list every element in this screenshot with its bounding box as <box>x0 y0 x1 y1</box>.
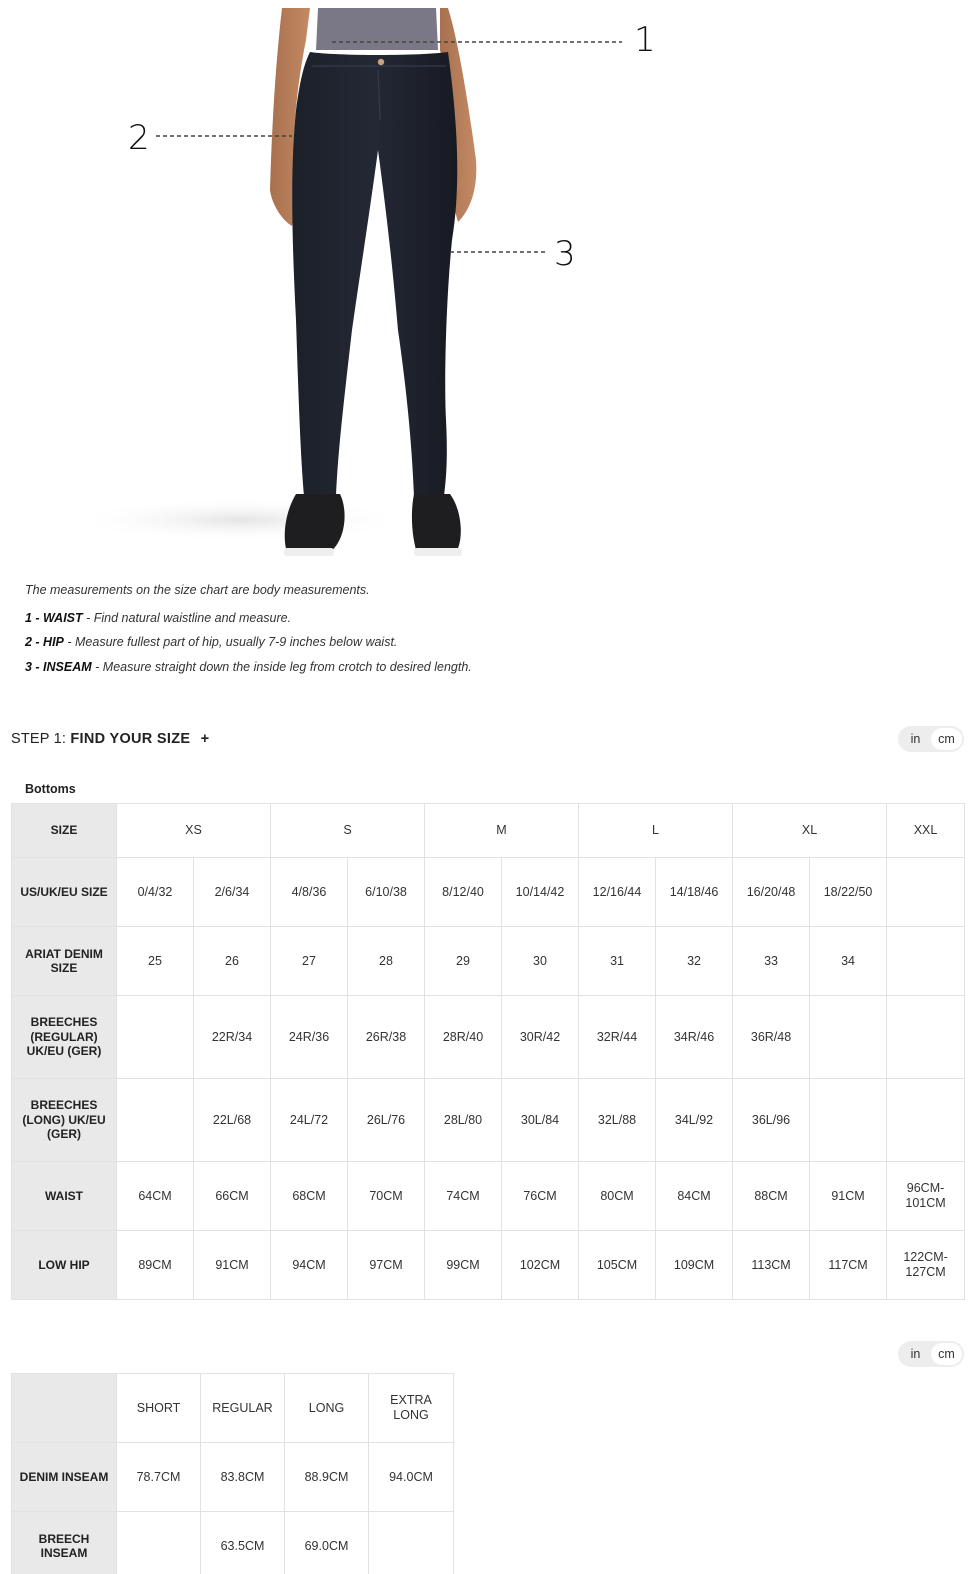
table-cell: 94CM <box>271 1231 348 1300</box>
table-cell: 26 <box>194 927 271 996</box>
table-cell: 34L/92 <box>656 1079 733 1162</box>
table-cell: 26R/38 <box>348 996 425 1079</box>
note-inseam <box>25 661 472 674</box>
size-header-row <box>12 804 965 858</box>
unit-cm-option[interactable]: cm <box>931 1343 962 1365</box>
table-cell: 109CM <box>656 1231 733 1300</box>
row-header: BREECH INSEAM <box>12 1512 117 1574</box>
table-cell: 66CM <box>194 1162 271 1231</box>
notes-intro: The measurements on the size chart are body measurements. <box>25 583 370 597</box>
inseam-column-header: SHORT <box>117 1374 201 1443</box>
table-cell: 22R/34 <box>194 996 271 1079</box>
table-cell <box>887 996 965 1079</box>
table-cell <box>117 1079 194 1162</box>
table-row <box>12 1079 965 1162</box>
table-cell: 80CM <box>579 1162 656 1231</box>
note-hip <box>25 636 472 649</box>
table-cell: 28L/80 <box>425 1079 502 1162</box>
bottoms-size-table <box>11 803 965 1300</box>
table-row <box>12 1231 965 1300</box>
left-shoe <box>285 494 345 556</box>
table-cell: 88CM <box>733 1162 810 1231</box>
table-cell: 28R/40 <box>425 996 502 1079</box>
table-cell: 68CM <box>271 1162 348 1231</box>
unit-in-option[interactable]: in <box>910 732 921 746</box>
table-cell: 91CM <box>810 1162 887 1231</box>
table-cell: 84CM <box>656 1162 733 1231</box>
row-header-size: SIZE <box>12 804 117 858</box>
table-cell: 36R/48 <box>733 996 810 1079</box>
model-figure <box>0 0 980 575</box>
table-cell: 63.5CM <box>201 1512 285 1574</box>
unit-toggle[interactable] <box>898 726 964 752</box>
note-hip-label: 2 - HIP <box>25 635 64 649</box>
table-cell: 64CM <box>117 1162 194 1231</box>
row-header: DENIM INSEAM <box>12 1443 117 1512</box>
table-cell: 27 <box>271 927 348 996</box>
table-cell: 78.7CM <box>117 1443 201 1512</box>
table-cell <box>117 1512 201 1574</box>
right-shoe <box>412 494 461 556</box>
jeans <box>292 52 457 496</box>
row-header: BREECHES (REGULAR) UK/EU (GER) <box>12 996 117 1079</box>
row-header: BREECHES (LONG) UK/EU (GER) <box>12 1079 117 1162</box>
model-illustration <box>0 0 980 575</box>
table-cell: 94.0CM <box>369 1443 454 1512</box>
table-cell: 10/14/42 <box>502 858 579 927</box>
note-hip-text: - Measure fullest part of hip, usually 7-9 inches below waist. <box>63 635 398 649</box>
table-cell <box>369 1512 454 1574</box>
table-cell: 99CM <box>425 1231 502 1300</box>
inseam-column-header: LONG <box>285 1374 369 1443</box>
size-cell-xs: XS <box>117 804 271 858</box>
unit-toggle-inseam[interactable] <box>898 1341 964 1367</box>
table-cell: 29 <box>425 927 502 996</box>
table-cell: 83.8CM <box>201 1443 285 1512</box>
table-cell: 12/16/44 <box>579 858 656 927</box>
table-cell: 25 <box>117 927 194 996</box>
step-header[interactable] <box>11 731 209 747</box>
table-cell: 89CM <box>117 1231 194 1300</box>
table-cell <box>810 1079 887 1162</box>
inseam-column-header: EXTRA LONG <box>369 1374 454 1443</box>
size-cell-s: S <box>271 804 425 858</box>
step-prefix: STEP 1: <box>11 731 67 747</box>
table-cell: 24R/36 <box>271 996 348 1079</box>
table-cell: 105CM <box>579 1231 656 1300</box>
table-cell <box>887 858 965 927</box>
table-cell: 0/4/32 <box>117 858 194 927</box>
table-cell: 32R/44 <box>579 996 656 1079</box>
size-cell-xxl: XXL <box>887 804 965 858</box>
row-header: WAIST <box>12 1162 117 1231</box>
table-cell: 70CM <box>348 1162 425 1231</box>
table-cell: 97CM <box>348 1231 425 1300</box>
unit-cm-option[interactable]: cm <box>931 728 962 750</box>
table-cell: 102CM <box>502 1231 579 1300</box>
table-cell: 24L/72 <box>271 1079 348 1162</box>
table-cell: 33 <box>733 927 810 996</box>
table-cell <box>887 1079 965 1162</box>
table-cell: 69.0CM <box>285 1512 369 1574</box>
note-waist <box>25 612 472 625</box>
expand-plus-icon[interactable]: + <box>200 731 210 747</box>
table-cell: 8/12/40 <box>425 858 502 927</box>
table-cell: 6/10/38 <box>348 858 425 927</box>
table-cell: 30L/84 <box>502 1079 579 1162</box>
table-cell: 2/6/34 <box>194 858 271 927</box>
table-cell <box>887 927 965 996</box>
table-cell: 32L/88 <box>579 1079 656 1162</box>
table-cell: 34R/46 <box>656 996 733 1079</box>
table-cell: 16/20/48 <box>733 858 810 927</box>
table-cell: 36L/96 <box>733 1079 810 1162</box>
table-cell: 18/22/50 <box>810 858 887 927</box>
table-cell: 113CM <box>733 1231 810 1300</box>
table-cell: 14/18/46 <box>656 858 733 927</box>
top-shirt <box>316 8 438 50</box>
inseam-header-row <box>12 1374 454 1443</box>
callout-number-2: 2 <box>128 118 150 158</box>
table-cell: 28 <box>348 927 425 996</box>
table-cell: 30 <box>502 927 579 996</box>
table-row <box>12 1512 454 1574</box>
table-cell: 88.9CM <box>285 1443 369 1512</box>
floor-shadow <box>70 498 410 542</box>
step-title: FIND YOUR SIZE <box>70 731 191 747</box>
measurement-notes <box>25 584 472 685</box>
callout-number-3: 3 <box>554 234 576 274</box>
table-cell: 34 <box>810 927 887 996</box>
table-cell: 91CM <box>194 1231 271 1300</box>
row-header: US/UK/EU SIZE <box>12 858 117 927</box>
unit-in-option[interactable]: in <box>910 1347 921 1361</box>
table-cell: 32 <box>656 927 733 996</box>
table-row <box>12 858 965 927</box>
table-cell: 76CM <box>502 1162 579 1231</box>
table-cell: 4/8/36 <box>271 858 348 927</box>
row-header: ARIAT DENIM SIZE <box>12 927 117 996</box>
table-row <box>12 1162 965 1231</box>
table-cell: 96CM-101CM <box>887 1162 965 1231</box>
inseam-table <box>11 1373 454 1574</box>
note-inseam-text: - Measure straight down the inside leg from crotch to desired length. <box>91 659 472 674</box>
table-cell: 22L/68 <box>194 1079 271 1162</box>
table-cell: 122CM-127CM <box>887 1231 965 1300</box>
table-cell: 74CM <box>425 1162 502 1231</box>
bottoms-title: Bottoms <box>25 782 76 796</box>
note-waist-label: 1 - WAIST <box>25 610 83 625</box>
table-cell: 117CM <box>810 1231 887 1300</box>
table-cell <box>810 996 887 1079</box>
note-waist-text: - Find natural waistline and measure. <box>82 610 292 625</box>
inseam-column-header: REGULAR <box>201 1374 285 1443</box>
size-cell-l: L <box>579 804 733 858</box>
table-cell: 26L/76 <box>348 1079 425 1162</box>
callout-number-1: 1 <box>634 20 656 60</box>
row-header: LOW HIP <box>12 1231 117 1300</box>
table-cell <box>117 996 194 1079</box>
table-row <box>12 1443 454 1512</box>
table-row <box>12 996 965 1079</box>
size-cell-m: M <box>425 804 579 858</box>
table-row <box>12 927 965 996</box>
table-cell: 30R/42 <box>502 996 579 1079</box>
table-cell: 31 <box>579 927 656 996</box>
note-inseam-label: 3 - INSEAM <box>25 659 92 674</box>
size-cell-xl: XL <box>733 804 887 858</box>
row-header-empty <box>12 1374 117 1443</box>
